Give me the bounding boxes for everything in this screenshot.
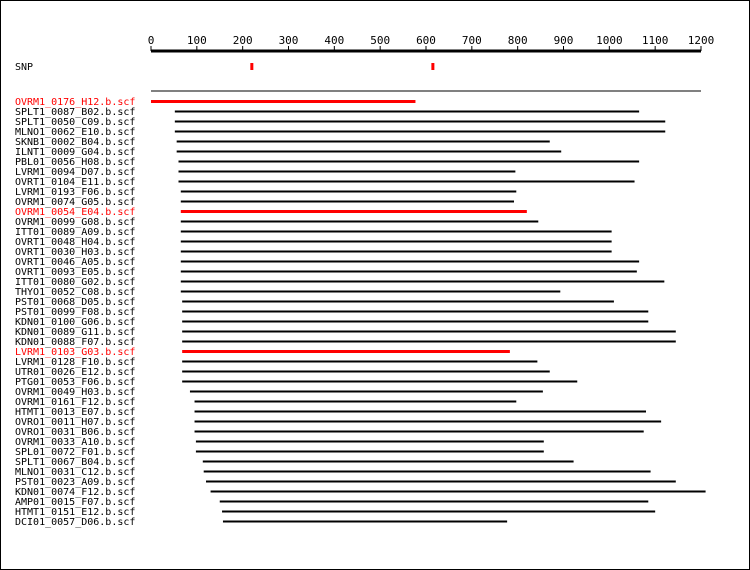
read-name[interactable]: PTG01_0053_F06.b.scf xyxy=(15,377,136,388)
read-name[interactable]: PST01_0068_D05.b.scf xyxy=(15,297,136,308)
read-row xyxy=(15,517,507,528)
read-name[interactable]: THYO1_0052_C08.b.scf xyxy=(15,287,136,298)
read-name[interactable]: LVRM1_0103_G03.b.scf xyxy=(15,347,136,358)
read-name[interactable]: KDN01_0088_F07.b.scf xyxy=(15,337,136,348)
axis-tick-label: 1200 xyxy=(687,34,715,47)
read-name[interactable]: ILNT1_0009_G04.b.scf xyxy=(15,147,136,158)
axis-tick-label: 500 xyxy=(370,34,391,47)
read-name[interactable]: OVRO1_0011_H07.b.scf xyxy=(15,417,136,428)
read-name[interactable]: SPLT1_0050_C09.b.scf xyxy=(15,117,136,128)
snp-marker xyxy=(250,63,253,70)
read-name[interactable]: LVRM1_0128_F10.b.scf xyxy=(15,357,136,368)
snp-track xyxy=(15,62,434,73)
read-name[interactable]: SPLT1_0087_B02.b.scf xyxy=(15,107,136,118)
read-name[interactable]: SPL01_0072_F01.b.scf xyxy=(15,447,136,458)
read-name[interactable]: HTMT1_0013_E07.b.scf xyxy=(15,407,136,418)
read-name[interactable]: OVRT1_0048_H04.b.scf xyxy=(15,237,136,248)
axis-tick-label: 100 xyxy=(186,34,207,47)
read-name[interactable]: KDN01_0074_F12.b.scf xyxy=(15,487,136,498)
read-name[interactable]: OVRM1_0074_G05.b.scf xyxy=(15,197,136,208)
axis-tick-label: 300 xyxy=(278,34,299,47)
axis-tick-label: 0 xyxy=(147,34,155,47)
read-name[interactable]: OVRT1_0030_H03.b.scf xyxy=(15,247,136,258)
axis-tick-label: 700 xyxy=(461,34,482,47)
read-name[interactable]: KDN01_0089_G11.b.scf xyxy=(15,327,136,338)
read-name[interactable]: OVRT1_0093_E05.b.scf xyxy=(15,267,136,278)
position-axis xyxy=(148,34,715,51)
axis-tick-label: 600 xyxy=(416,34,436,47)
read-name[interactable]: LVRM1_0094_D07.b.scf xyxy=(15,167,136,178)
snp-marker xyxy=(431,63,434,70)
reads-list xyxy=(15,97,706,528)
snp-label: SNP xyxy=(15,62,34,73)
read-alignment-diagram xyxy=(1,1,749,569)
axis-tick-label: 200 xyxy=(232,34,253,47)
read-name[interactable]: PST01_0023_A09.b.scf xyxy=(15,477,136,488)
axis-tick-label: 1100 xyxy=(641,34,669,47)
read-name[interactable]: OVRO1_0031_B06.b.scf xyxy=(15,427,136,438)
read-name[interactable]: UTR01_0026_E12.b.scf xyxy=(15,367,136,378)
read-name[interactable]: SPLT1_0067_B04.b.scf xyxy=(15,457,136,468)
axis-tick-label: 900 xyxy=(553,34,574,47)
read-name[interactable]: ITT01_0080_G02.b.scf xyxy=(15,277,136,288)
read-name[interactable]: AMP01_0015_F07.b.scf xyxy=(15,497,136,508)
read-name[interactable]: OVRT1_0104_E11.b.scf xyxy=(15,177,136,188)
axis-tick-label: 1000 xyxy=(596,34,623,47)
read-name[interactable]: OVRM1_0054_E04.b.scf xyxy=(15,207,136,218)
axis-tick-label: 800 xyxy=(507,34,528,47)
read-name[interactable]: OVRM1_0049_H03.b.scf xyxy=(15,387,136,398)
read-name[interactable]: HTMT1_0151_E12.b.scf xyxy=(15,507,136,518)
read-name[interactable]: OVRM1_0033_A10.b.scf xyxy=(15,437,136,448)
axis-tick-label: 400 xyxy=(324,34,345,47)
read-name[interactable]: KDN01_0100_G06.b.scf xyxy=(15,317,136,328)
read-name[interactable]: PBL01_0056_H08.b.scf xyxy=(15,157,136,168)
read-name[interactable]: MLNO1_0062_E10.b.scf xyxy=(15,127,136,138)
read-name[interactable]: OVRM1_0176_H12.b.scf xyxy=(15,97,136,108)
read-name[interactable]: OVRM1_0161_F12.b.scf xyxy=(15,397,136,408)
read-name[interactable]: MLNO1_0031_C12.b.scf xyxy=(15,467,136,478)
read-name[interactable]: DCI01_0057_D06.b.scf xyxy=(15,517,136,528)
read-name[interactable]: OVRM1_0099_G08.b.scf xyxy=(15,217,136,228)
read-name[interactable]: SKNB1_0002_B04.b.scf xyxy=(15,137,136,148)
read-name[interactable]: ITT01_0089_A09.b.scf xyxy=(15,227,136,238)
read-name[interactable]: OVRT1_0046_A05.b.scf xyxy=(15,257,136,268)
read-name[interactable]: LVRM1_0193_F06.b.scf xyxy=(15,187,136,198)
read-name[interactable]: PST01_0099_F08.b.scf xyxy=(15,307,136,318)
